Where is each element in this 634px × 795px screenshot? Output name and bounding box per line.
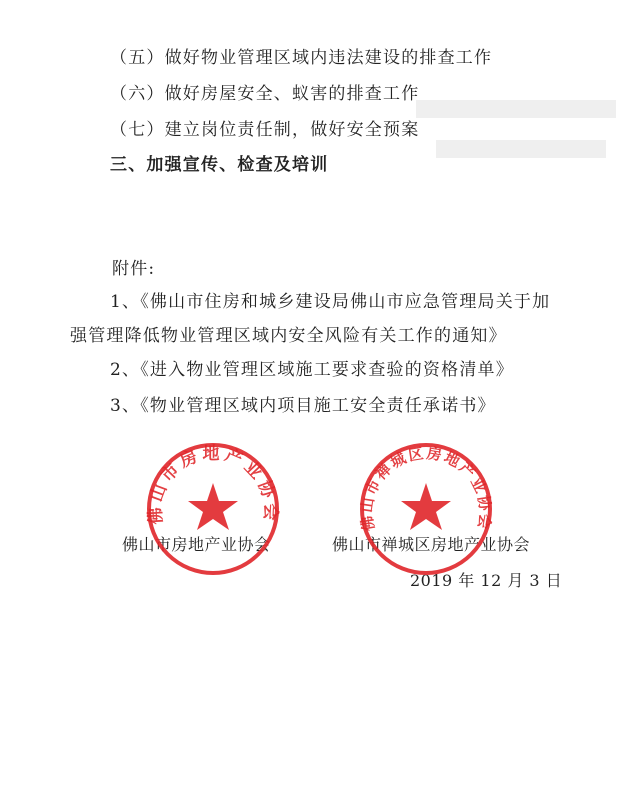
seal-2-text: 佛山市禅城区房地产业协会 [357, 444, 495, 533]
signature-org-1: 佛山市房地产业协会 [122, 535, 271, 554]
section-three-heading: 三、加强宣传、检查及培训 [110, 155, 329, 175]
signature-date: 2019 年 12 月 3 日 [410, 571, 563, 590]
attachments-label: 附件: [112, 259, 156, 279]
attachment-1-line-2: 强管理降低物业管理区域内安全风险有关工作的通知》 [70, 326, 507, 346]
bleed-through-shadow [416, 70, 616, 220]
attachment-2: 2、《进入物业管理区域施工要求查验的资格清单》 [110, 360, 514, 380]
item-five: （五）做好物业管理区域内违法建设的排查工作 [110, 48, 493, 68]
seal-1-text: 佛山市房地产业协会 [145, 444, 281, 525]
signature-org-2: 佛山市禅城区房地产业协会 [332, 535, 531, 554]
attachment-1-line-1: 1、《佛山市住房和城乡建设局佛山市应急管理局关于加 [110, 292, 551, 312]
item-six: （六）做好房屋安全、蚁害的排查工作 [110, 84, 420, 104]
item-seven: （七）建立岗位责任制，做好安全预案 [110, 120, 420, 140]
seal-foshan-real-estate-association [145, 441, 281, 577]
seal-chancheng-real-estate-association [358, 441, 494, 577]
attachment-3: 3、《物业管理区域内项目施工安全责任承诺书》 [110, 396, 496, 416]
